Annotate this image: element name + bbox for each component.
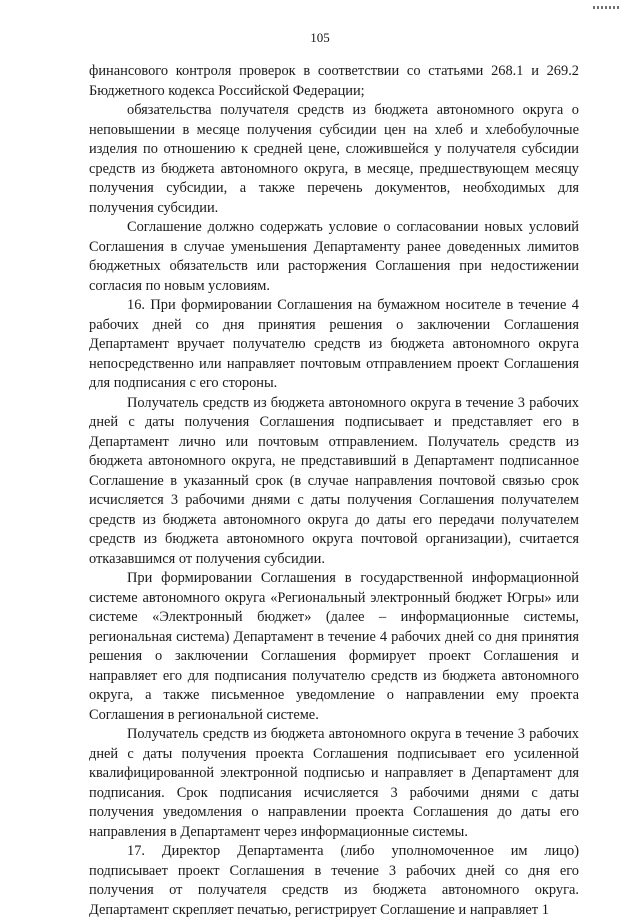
document-body (89, 62, 579, 920)
paragraph-5: Получатель средств из бюджета автономного округа в течение 3 рабочих дней с даты получения Соглашения подписывает и представляет его в Департамент лично или почтовым отправлением. Получатель средств из бюджета автономного округа, не представивший в Департамент подписанное Соглашение в указанный срок (в случае направления почтовой связью срок исчисляется 3 рабочими днями с даты получения Соглашения получателем средств из бюджета автономного округа до даты его передачи получателем средств из бюджета автономного округа почтовой организации), считается отказавшимся от получения субсидии. (89, 394, 579, 567)
paragraph-8: 17. Директор Департамента (либо уполномоченное им лицо) подписывает проект Соглашения в течение 3 рабочих дней со дня его получения от получателя средств из бюджета автономного округа. Департамент скрепляет печатью, регистрирует Соглашение и направляет 1 (89, 843, 579, 918)
paragraph-4: 16. При формировании Соглашения на бумажном носителе в течение 4 рабочих дней со дня принятия решения о заключении Соглашения Департамент вручает получателю средств из бюджета автономного округа непосредственно или направляет почтовым отправлением проект Соглашения для подписания с его стороны. (89, 297, 579, 391)
scan-mark (593, 6, 621, 9)
paragraph-6: При формировании Соглашения в государственной информационной системе автономного округа «Региональный электронный бюджет Югры» или системе «Электронный бюджет» (далее – информационные системы, региональная система) Департамент в течение 4 рабочих дней со дня принятия решения о заключении Соглашения формирует проект Соглашения и направляет его для подписания получателю средств из бюджета автономного округа, а также письменное уведомление о направлении ему проекта Соглашения в региональной системе. (89, 570, 579, 723)
paragraph-3: Соглашение должно содержать условие о согласовании новых условий Соглашения в случае уменьшения Департаменту ранее доведенных лимитов бюджетных обязательств или расторжения Соглашения при недостижении согласия по новым условиям. (89, 219, 579, 294)
paragraph-7: Получатель средств из бюджета автономного округа в течение 3 рабочих дней с даты получения проекта Соглашения подписывает его усиленной квалифицированной электронной подписью и направляет в Департамент для подписания. Срок подписания исчисляется 3 рабочими днями с даты получения уведомления о направлении проекта Соглашения до даты его направления в Департамент через информационные системы. (89, 726, 579, 840)
page-number: 105 (310, 30, 330, 45)
paragraph-2: обязательства получателя средств из бюджета автономного округа о неповышении в месяце получения субсидии цен на хлеб и хлебобулочные изделия по отношению к средней цене, сложившейся у получателя субсидии средств из бюджета автономного округа, в месяце, предшествующем месяцу получения субсидии, а также перечень документов, необходимых для получения субсидии. (89, 102, 579, 216)
paragraph-1: финансового контроля проверок в соответствии со статьями 268.1 и 269.2 Бюджетного кодекса Российской Федерации; (89, 63, 579, 99)
